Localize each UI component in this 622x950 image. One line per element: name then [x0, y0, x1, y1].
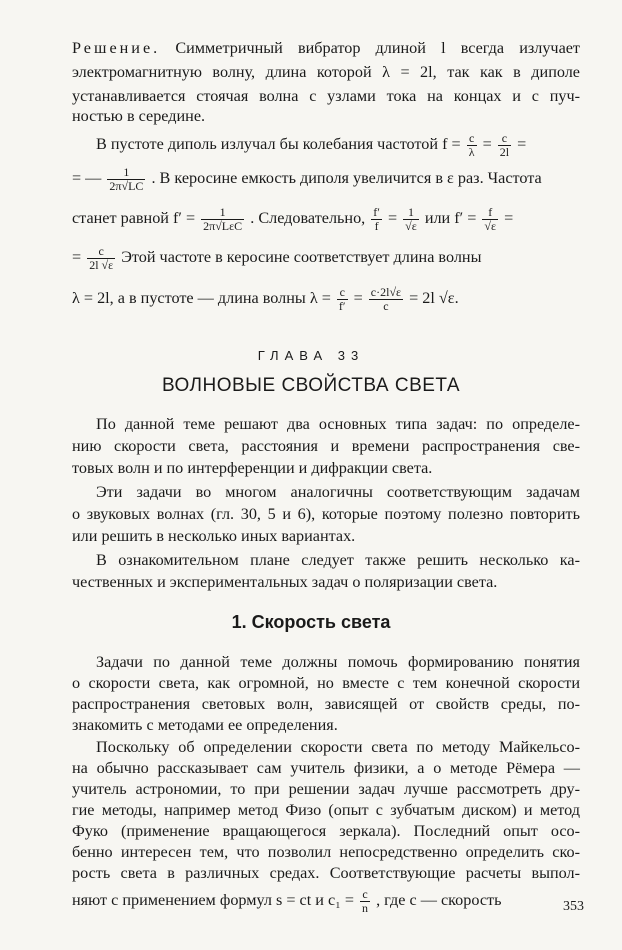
section-p2-line-2: на обычно рассказывает сам учитель физики, а о методе Рёмера — — [72, 759, 580, 777]
solution-line-1: Решение. Симметричный вибратор длиной l всегда излучает — [72, 39, 581, 57]
section-p1-line-3: распространения световых волн, зависящей от свойств среды, по- — [72, 695, 580, 713]
intro-p1-line-2: нию скорости света, расстояния и времени распространения све- — [72, 437, 580, 455]
section-p1-line-4: знакомить с методами ее определения. — [72, 716, 338, 734]
fraction-1-over-sqrt-e: $\frac{1}{√\varepsilon}$ — [405, 205, 417, 233]
section-title: 1. Скорость света — [231, 612, 391, 632]
fraction-c-over-fp: $\frac{c}{f'}$ — [338, 285, 346, 313]
solution-label: Решение. — [72, 39, 161, 57]
section-p2-line-1: Поскольку об определении скорости света по методу Майкельсо- — [96, 738, 580, 756]
solution-line-4: ностью в середине. — [72, 107, 206, 125]
intro-p3-line-2: чественных и экспериментальных задач о поляризации света. — [72, 573, 498, 591]
section-p2-line-4: гие методы, например метод Физо (опыт с зубчатым диском) и метод — [72, 801, 580, 819]
intro-p1-line-1: По данной теме решают два основных типа задач: по определе- — [96, 415, 580, 433]
solution-line-3: устанавливается стоячая волна с узлами тока на концах и с пуч- — [72, 87, 580, 105]
solution-line-5: В пустоте диполь излучал бы колебания частотой f = $\frac{c}{\lambda}$ = $\frac{c}{2l}$ = — [96, 131, 527, 159]
intro-p3-line-1: В ознакомительном плане следует также решить несколько ка- — [96, 551, 580, 569]
solution-line-7: станет равной f′ = $\frac{1}{\text{2π√LεC}}$ . Следовательно, $\frac{f'}{f}$ = $\frac{1}{√\varepsilon}$ или f′ = $\frac{f}{√\varepsilon}$ = — [72, 205, 514, 233]
solution-line-2: электромагнитную волну, длина которой λ = 2l, так как в диполе — [72, 63, 580, 81]
fraction-f-over-sqrt-e: $\frac{f}{√\varepsilon}$ — [484, 205, 497, 233]
fraction-c-over-2l-sqrt-e: $\frac{c}{2l √\varepsilon}$ — [89, 244, 114, 272]
section-p2-line-3: учитель астрономии, то при решении задач лучше рассмотреть дру- — [72, 780, 580, 798]
section-p2-line-5: Фуко (применение вращающегося зеркала). Последний опыт осо- — [72, 822, 580, 840]
chapter-label: ГЛАВА 33 — [257, 348, 365, 363]
intro-p2-line-3: или решить в несколько иных вариантах. — [72, 527, 356, 545]
intro-p2-line-2: о звуковых волнах (гл. 30, 5 и 6), которые поэтому полезно повторить — [72, 505, 580, 523]
page-number: 353 — [563, 899, 584, 914]
intro-p1-line-3: товых волн и по интерференции и дифракции света. — [72, 459, 433, 477]
section-p1-line-1: Задачи по данной теме должны помочь формированию понятия — [96, 653, 580, 671]
solution-line-9: λ = 2l, а в пустоте — длина волны λ = $\frac{c}{f'}$ = $\frac{c\cdot 2l√\varepsilon}{c}$ = 2l √ε. — [72, 285, 459, 313]
intro-p2-line-1: Эти задачи во многом аналогичны соответствующим задачам — [96, 483, 580, 501]
fraction-c-over-2l: $\frac{c}{2l}$ — [499, 131, 510, 159]
fraction-1-over-2pi-sqrt-LC: $\frac{1}{2\pi√LC}$ — [109, 165, 144, 193]
fraction-fp-over-f: $\frac{f'}{f}$ — [373, 205, 380, 233]
solution-line-6: = — $\frac{1}{2\pi√LC}$ . В керосине емкость диполя увеличится в ε раз. Частота — [72, 165, 542, 193]
fraction-c2lsqrte-over-c: $\frac{c\cdot 2l√\varepsilon}{c}$ — [370, 285, 402, 313]
section-p2-line-6: бенно интересен тем, что позволил непосредственно определить ско- — [72, 843, 580, 861]
section-p2-line-8: няют с применением формул s = ct и c₁ = $\frac{c}{n}$ , где c — скорость — [72, 887, 502, 915]
fraction-1-over-2pi-sqrt-LeC: $\frac{1}{\text{2π√LεC}}$ — [203, 205, 243, 233]
section-p1-line-2: о скорости света, как огромной, но вместе с тем конечной скорости — [72, 674, 580, 692]
chapter-title: ВОЛНОВЫЕ СВОЙСТВА СВЕТА — [161, 375, 461, 396]
fraction-c-over-n: $\frac{c}{n}$ — [362, 887, 369, 915]
solution-line-8: = $\frac{c}{2l √\varepsilon}$ Этой частоте в керосине соответствует длина волны — [72, 244, 482, 272]
section-p2-line-7: рость света в различных средах. Соответствующие расчеты выпол- — [72, 864, 580, 882]
fraction-c-over-lambda: $\frac{c}{\lambda}$ — [468, 131, 475, 159]
